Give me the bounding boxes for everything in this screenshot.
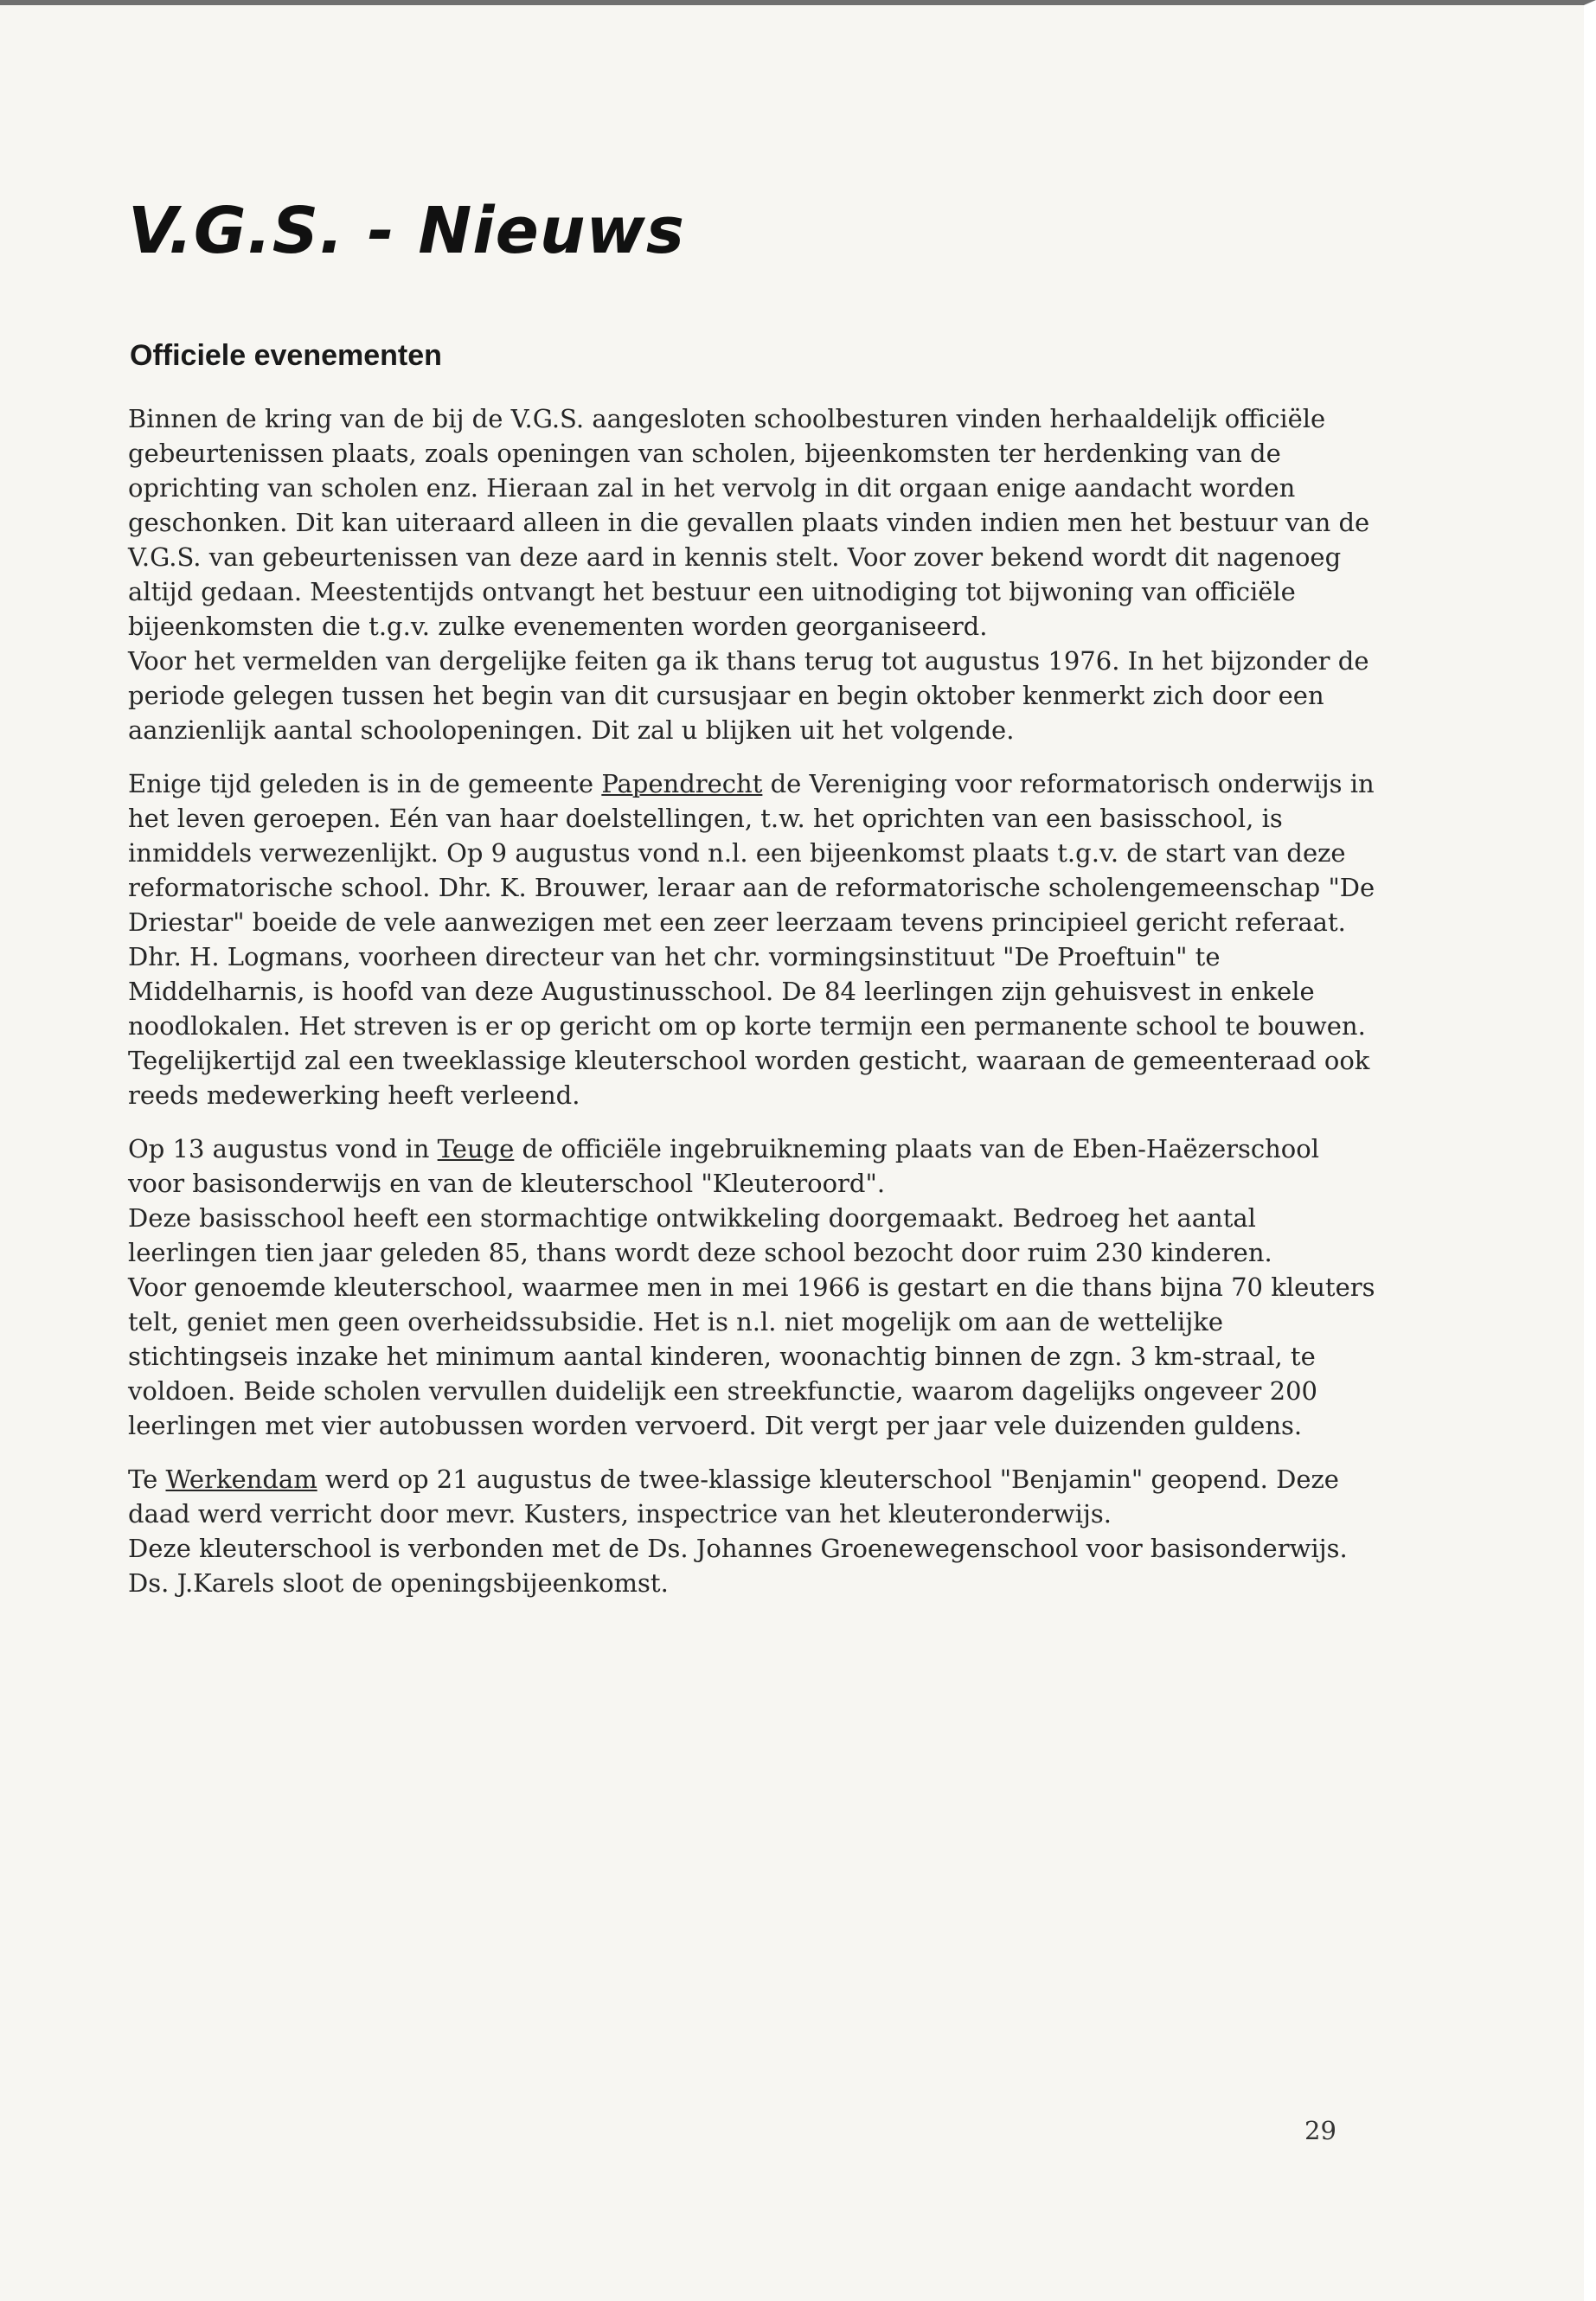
page-number: 29 bbox=[1304, 2116, 1336, 2145]
text-segment: werd op 21 augustus de twee-klassige kleuterschool "Benjamin" geopend. Deze daad werd verricht door mevr. Kusters, inspectrice van het kleuteronderwijs. bbox=[128, 1465, 1339, 1529]
text-segment: de officiële ingebruikneming plaats van de Eben-Haëzerschool voor basisonderwijs en van de kleuterschool "Kleuteroord". bbox=[128, 1134, 1319, 1198]
place-name-papendrecht: Papendrecht bbox=[601, 769, 763, 798]
text-segment: de Vereniging voor reformatorisch onderwijs in het leven geroepen. Eén van haar doelstellingen, t.w. het oprichten van een basisschool, is inmiddels verwezenlijkt. Op 9 augustus vond n.l. een bijeenkomst plaats t.g.v. de start van deze reformatorische school. Dhr. K. Brouwer, leraar aan de reformatorische scholengemeenschap "De Driestar" boeide de vele aanwezigen met een zeer leerzaam tevens principieel gericht referaat. Dhr. H. Logmans, voorheen directeur van het chr. vormingsinstituut "De Proeftuin" te Middelharnis, is hoofd van deze Augustinusschool. De 84 leerlingen zijn gehuisvest in enkele noodlokalen. Het streven is er op gericht om op korte termijn een permanente school te bouwen. Tegelijkertijd zal een tweeklassige kleuterschool worden gesticht, waaraan de gemeenteraad ook reeds medewerking heeft verleend. bbox=[128, 769, 1375, 1110]
paragraph-basisschool: Deze basisschool heeft een stormachtige ontwikkeling doorgemaakt. Bedroeg het aantal leerlingen tien jaar geleden 85, thans wordt deze school bezocht door ruim 230 kinderen. bbox=[128, 1203, 1272, 1267]
paragraph-werkendam bbox=[128, 1462, 1382, 1531]
text-segment: Enige tijd geleden is in de gemeente bbox=[128, 769, 602, 798]
text-segment: Te bbox=[128, 1465, 166, 1494]
paragraph-context: Voor het vermelden van dergelijke feiten ga ik thans terug tot augustus 1976. In het bijzonder de periode gelegen tussen het begin van dit cursusjaar en begin oktober kenmerkt zich door een aanzienlijk aantal schoolopeningen. Dit zal u blijken uit het volgende. bbox=[128, 646, 1369, 745]
article-body bbox=[128, 401, 1382, 1600]
paragraph-intro: Binnen de kring van de bij de V.G.S. aangesloten schoolbesturen vinden herhaaldelijk officiële gebeurtenissen plaats, zoals openingen van scholen, bijeenkomsten ter herdenking van de oprichting van scholen enz. Hieraan zal in het vervolg in dit orgaan enige aandacht worden geschonken. Dit kan uiteraard alleen in die gevallen plaats vinden indien men het bestuur van de V.G.S. van gebeurtenissen van deze aard in kennis stelt. Voor zover bekend wordt dit nagenoeg altijd gedaan. Meestentijds ontvangt het bestuur een uitnodiging tot bijwoning van officiële bijeenkomsten die t.g.v. zulke evenementen worden georganiseerd. bbox=[128, 404, 1370, 641]
paragraph-kleuterschool: Voor genoemde kleuterschool, waarmee men in mei 1966 is gestart en die thans bijna 70 kleuters telt, geniet men geen overheidssubsidie. Het is n.l. niet mogelijk om aan de wettelijke stichtingseis inzake het minimum aantal kinderen, woonachtig binnen de zgn. 3 km-straal, te voldoen. Beide scholen vervullen duidelijk een streekfunctie, waarom dagelijks ongeveer 200 leerlingen met vier autobussen worden vervoerd. Dit vergt per jaar vele duizenden guldens. bbox=[128, 1272, 1375, 1440]
place-name-teuge: Teuge bbox=[437, 1134, 515, 1163]
text-segment: Op 13 augustus vond in bbox=[128, 1134, 438, 1163]
page-title: V.G.S. - Nieuws bbox=[128, 194, 685, 268]
paragraph-teuge bbox=[128, 1131, 1382, 1201]
paragraph-closing: Deze kleuterschool is verbonden met de Ds. Johannes Groenewegenschool voor basisonderwijs. Ds. J.Karels sloot de openingsbijeenkomst. bbox=[128, 1534, 1348, 1598]
place-name-werkendam: Werkendam bbox=[165, 1465, 317, 1494]
section-heading: Officiele evenementen bbox=[130, 339, 442, 372]
paragraph-papendrecht bbox=[128, 766, 1382, 1112]
